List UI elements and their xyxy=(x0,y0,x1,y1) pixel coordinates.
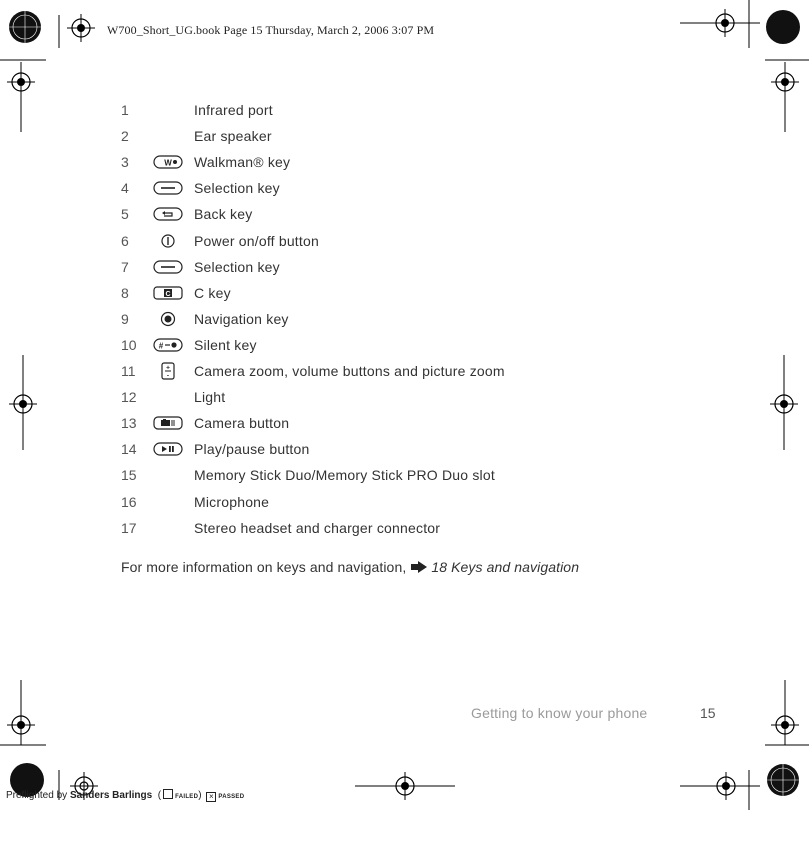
legend-item-number: 4 xyxy=(121,180,129,196)
legend-item xyxy=(0,282,700,304)
page-number: 15 xyxy=(700,705,716,721)
preflight-brand: Sanders Barlings xyxy=(69,790,153,801)
legend-item-label: Ear speaker xyxy=(194,128,272,144)
legend-item xyxy=(0,386,700,408)
legend-item-label: Back key xyxy=(194,206,253,222)
legend-item-label: Selection key xyxy=(194,259,280,275)
legend-item-number: 3 xyxy=(121,154,129,170)
power-icon xyxy=(150,230,186,252)
legend-item xyxy=(0,177,700,199)
legend-item-number: 5 xyxy=(121,206,129,222)
legend-item-number: 16 xyxy=(121,494,137,510)
checkbox-icon xyxy=(163,789,173,799)
more-info-note xyxy=(121,559,579,576)
note-reference-link[interactable]: 18 Keys and navigation xyxy=(431,559,580,575)
legend-item xyxy=(0,517,700,539)
silent-key-icon xyxy=(150,334,186,356)
legend-item xyxy=(0,334,700,356)
legend-item-number: 2 xyxy=(121,128,129,144)
play-pause-icon xyxy=(150,438,186,460)
preflight-prefix: Preflighted by xyxy=(6,790,68,801)
c-key-icon xyxy=(150,282,186,304)
legend-item-number: 6 xyxy=(121,233,129,249)
legend-item xyxy=(0,99,700,121)
note-text: For more information on keys and navigation, xyxy=(121,559,407,575)
legend-item-label: Memory Stick Duo/Memory Stick PRO Duo slot xyxy=(194,467,495,483)
legend-item xyxy=(0,360,700,382)
walkman-key-icon xyxy=(150,151,186,173)
svg-text:+: + xyxy=(166,364,170,372)
legend-item-label: Camera button xyxy=(194,415,290,431)
legend-item xyxy=(0,256,700,278)
icon-placeholder xyxy=(150,125,186,147)
camera-button-icon xyxy=(150,412,186,434)
legend-item-label: Selection key xyxy=(194,180,280,196)
legend-item-number: 12 xyxy=(121,389,137,405)
legend-item-label: Walkman® key xyxy=(194,154,291,170)
legend-item-number: 13 xyxy=(121,415,137,431)
legend-item-label: Camera zoom, volume buttons and picture zoom xyxy=(194,363,505,379)
navigation-key-icon xyxy=(150,308,186,330)
icon-placeholder xyxy=(150,99,186,121)
arrow-right-icon xyxy=(411,560,427,576)
legend-item xyxy=(0,125,700,147)
legend-item xyxy=(0,151,700,173)
legend-item-label: Navigation key xyxy=(194,311,289,327)
preflight-stamp: Preflighted by Sanders Barlings ( FAILED) × PASSED xyxy=(6,790,245,801)
legend-item-label: Play/pause button xyxy=(194,441,310,457)
legend-item xyxy=(0,491,700,513)
legend-item-number: 10 xyxy=(121,337,137,353)
svg-text:-: - xyxy=(166,372,170,380)
legend-item-label: Stereo headset and charger connector xyxy=(194,520,441,536)
legend-item-label: Silent key xyxy=(194,337,257,353)
legend-item-number: 15 xyxy=(121,467,137,483)
svg-text:C: C xyxy=(165,291,171,298)
icon-placeholder xyxy=(150,491,186,513)
legend-item-label: Power on/off button xyxy=(194,233,319,249)
legend-item xyxy=(0,308,700,330)
legend-item-number: 8 xyxy=(121,285,129,301)
selection-key-icon xyxy=(150,256,186,278)
legend-item xyxy=(0,438,700,460)
legend-item-label: C key xyxy=(194,285,231,301)
preflight-failed: FAILED xyxy=(175,794,199,800)
legend-item xyxy=(0,412,700,434)
section-title: Getting to know your phone xyxy=(471,705,648,721)
legend-item-number: 11 xyxy=(121,363,136,379)
legend-item-label: Light xyxy=(194,389,226,405)
svg-text:W: W xyxy=(164,158,172,168)
print-slug: W700_Short_UG.book Page 15 Thursday, March 2, 2006 3:07 PM xyxy=(107,23,435,37)
selection-key-icon xyxy=(150,177,186,199)
checked-box-icon: × xyxy=(206,792,216,802)
back-key-icon xyxy=(150,203,186,225)
legend-item xyxy=(0,203,700,225)
volume-zoom-icon xyxy=(150,360,186,382)
icon-placeholder xyxy=(150,464,186,486)
icon-placeholder xyxy=(150,386,186,408)
legend-item-number: 14 xyxy=(121,441,137,457)
legend-item-label: Infrared port xyxy=(194,102,273,118)
legend-item-number: 17 xyxy=(121,520,137,536)
svg-text:#: # xyxy=(158,341,164,351)
legend-item xyxy=(0,464,700,486)
legend-item-label: Microphone xyxy=(194,494,270,510)
legend-item-number: 1 xyxy=(121,102,129,118)
icon-placeholder xyxy=(150,517,186,539)
legend-item-number: 7 xyxy=(121,259,129,275)
preflight-passed: PASSED xyxy=(218,794,245,800)
legend-item xyxy=(0,230,700,252)
legend-item-number: 9 xyxy=(121,311,129,327)
